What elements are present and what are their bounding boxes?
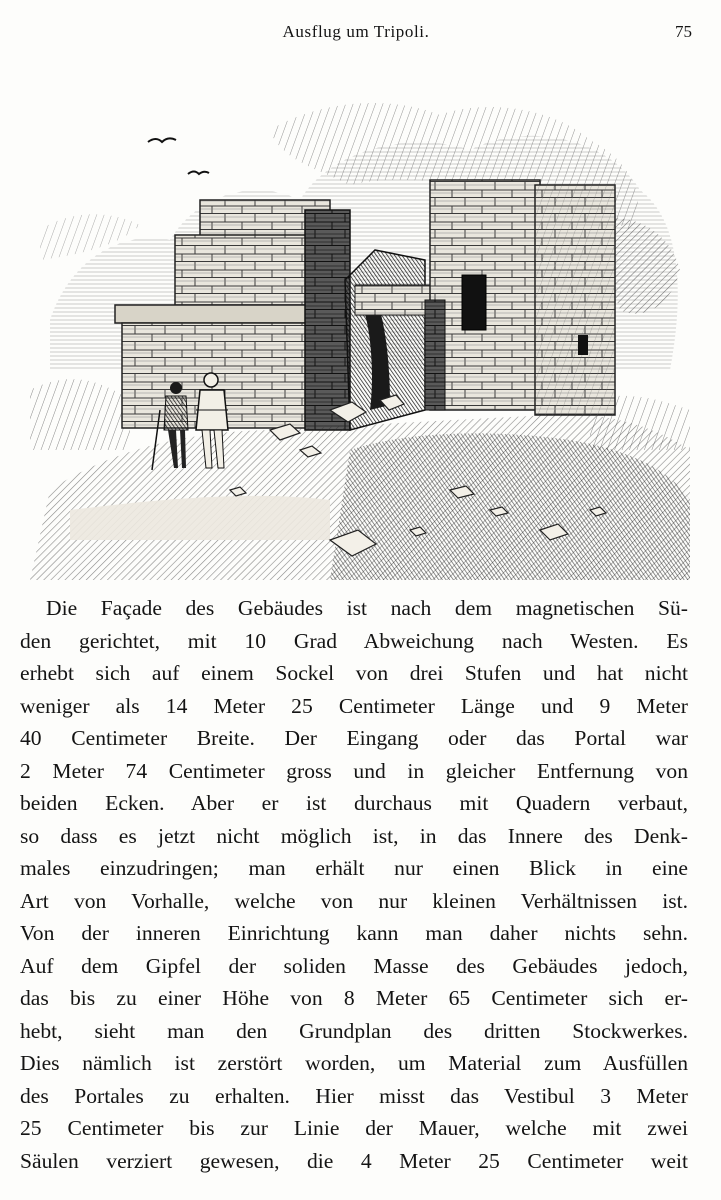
text-line: Auf dem Gipfel der soliden Masse des Gebäudes jedoch, (20, 953, 688, 978)
text-line: males einzudringen; man erhält nur einen Blick in eine (20, 856, 688, 880)
running-head (20, 22, 692, 46)
text-line: des Portales zu erhalten. Hier misst das Vestibul 3 Meter (20, 1083, 688, 1108)
text-line: Säulen verziert gewesen, die 4 Meter 25 Centimeter weit (20, 1148, 688, 1173)
birds (148, 138, 209, 174)
text-line: Art von Vorhalle, welche von nur kleinen Verhältnissen ist. (20, 888, 688, 913)
left-ruin-block (115, 200, 350, 430)
text-line: Die Façade des Gebäudes ist nach dem magnetischen Sü- (46, 596, 688, 620)
ruin-engraving-svg (30, 70, 690, 580)
text-line: Dies nämlich ist zerstört worden, um Material zum Ausfüllen (20, 1051, 688, 1075)
text-line: 2 Meter 74 Centimeter gross und in gleicher Entfernung von (20, 758, 688, 783)
text-line: beiden Ecken. Aber er ist durchaus mit Quadern verbaut, (20, 791, 688, 815)
text-line: weniger als 14 Meter 25 Centimeter Länge und 9 Meter (20, 693, 688, 718)
text-line: 40 Centimeter Breite. Der Eingang oder das Portal war (20, 726, 688, 750)
text-line: den gerichtet, mit 10 Grad Abweichung nach Westen. Es (20, 628, 688, 653)
page-number: 75 (675, 22, 692, 41)
right-ruin-tower (425, 180, 615, 415)
body-text (20, 592, 688, 1177)
engraving-illustration (30, 70, 690, 580)
text-line: Von der inneren Einrichtung kann man daher nichts sehn. (20, 921, 688, 945)
text-line: 25 Centimeter bis zur Linie der Mauer, welche mit zwei (20, 1116, 688, 1140)
text-line: hebt, sieht man den Grundplan des dritten Stockwerkes. (20, 1018, 688, 1043)
text-line: so dass es jetzt nicht möglich ist, in das Innere des Denk- (20, 823, 688, 848)
text-line: das bis zu einer Höhe von 8 Meter 65 Centimeter sich er- (20, 986, 688, 1010)
running-title: Ausflug um Tripoli. (282, 22, 430, 41)
text-line: erhebt sich auf einem Sockel von drei Stufen und hat nicht (20, 661, 688, 685)
